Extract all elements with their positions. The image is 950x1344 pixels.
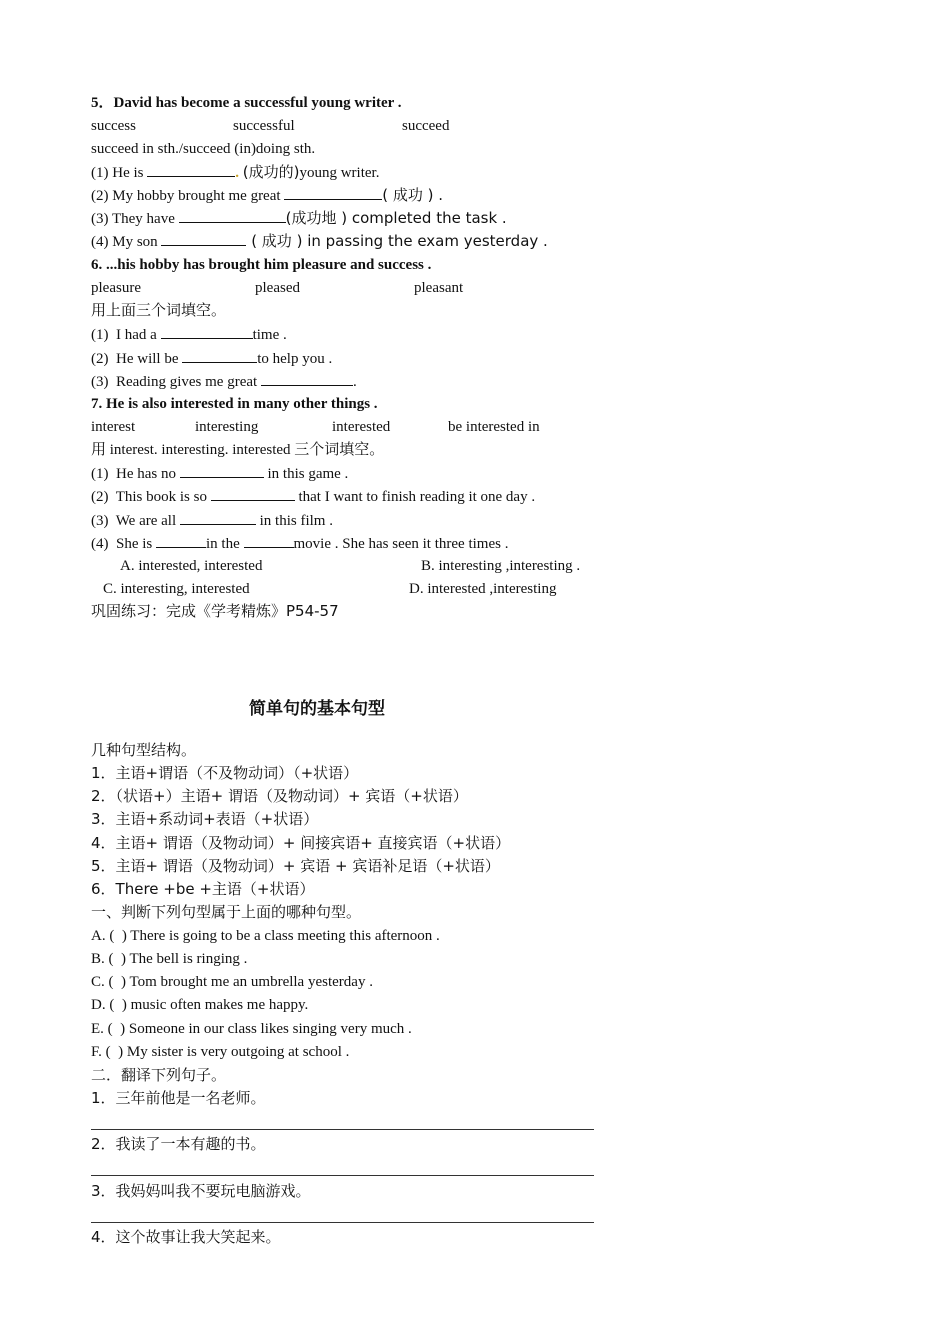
answer-blank[interactable]: [284, 185, 382, 200]
pattern-intro: 几种句型结构。: [91, 741, 197, 759]
answer-blank[interactable]: [180, 510, 256, 525]
s5-question-4: (4) My son ( 成功 ) in passing the exam yesterday .: [91, 232, 548, 250]
answer-blank[interactable]: [180, 463, 264, 478]
answer-blank[interactable]: [261, 371, 353, 386]
pattern-1: 1．主语+谓语（不及物动词）（+状语）: [91, 764, 359, 782]
section-title: 简单句的基本句型: [249, 699, 385, 719]
s6-question-2: (2) He will be to help you .: [91, 348, 332, 369]
answer-blank[interactable]: [156, 533, 206, 548]
s7-question-2: (2) This book is so that I want to finish reading it one day .: [91, 486, 535, 507]
judge-item-f: F. ( ) My sister is very outgoing at school .: [91, 1044, 350, 1060]
s5-usage: succeed in sth./succeed (in)doing sth.: [91, 141, 316, 157]
s7-word-be-interested-in: be interested in: [448, 419, 540, 435]
s7-heading: 7. He is also interested in many other things .: [91, 396, 378, 412]
highlight-dot: .: [235, 165, 239, 181]
s7-word-interested: interested: [332, 419, 391, 435]
answer-blank[interactable]: [147, 162, 235, 177]
answer-blank[interactable]: [244, 533, 294, 548]
translate-item-3: 3．我妈妈叫我不要玩电脑游戏。: [91, 1182, 311, 1200]
pattern-6: 6．There +be +主语（+状语）: [91, 880, 315, 898]
answer-blank[interactable]: [161, 324, 253, 339]
s6-word-pleasure: pleasure: [91, 280, 141, 296]
judge-item-c: C. ( ) Tom brought me an umbrella yesterday .: [91, 974, 373, 990]
s5-question-2: (2) My hobby brought me great ( 成功 ) .: [91, 186, 444, 204]
practice-note: 巩固练习：完成《学考精炼》P54-57: [91, 602, 339, 620]
pattern-3: 3．主语+系动词+表语（+状语）: [91, 810, 319, 828]
s7-word-interest: interest: [91, 419, 136, 435]
s7-question-4: (4) She is in the movie . She has seen it three times .: [91, 533, 508, 554]
s7-question-1: (1) He has no in this game .: [91, 463, 348, 484]
judge-item-e: E. ( ) Someone in our class likes singing very much .: [91, 1021, 412, 1037]
answer-blank[interactable]: [211, 486, 295, 501]
s6-question-3: (3) Reading gives me great .: [91, 371, 357, 392]
answer-blank[interactable]: [161, 231, 246, 246]
translate-item-2: 2．我读了一本有趣的书。: [91, 1135, 266, 1153]
s6-instruction: 用上面三个词填空。: [91, 301, 227, 319]
s7-question-3: (3) We are all in this film .: [91, 510, 333, 531]
s7-word-interesting: interesting: [195, 419, 259, 435]
answer-line-3[interactable]: [91, 1222, 594, 1223]
s5-word-succeed: succeed: [402, 118, 450, 134]
translate-instruction: 二．翻译下列句子。: [91, 1066, 227, 1084]
s5-question-1: (1) He is . (成功的)young writer.: [91, 163, 380, 181]
answer-line-1[interactable]: [91, 1129, 594, 1130]
s7-instruction: 用 interest. interesting. interested 三个词填空。: [91, 442, 385, 458]
s5-heading: 5．David has become a successful young writer .: [91, 95, 402, 111]
s7-option-a: A. interested, interested: [120, 558, 263, 574]
s7-option-d: D. interested ,interesting: [409, 581, 557, 597]
judge-item-d: D. ( ) music often makes me happy.: [91, 997, 309, 1013]
pattern-5: 5．主语+ 谓语（及物动词）+ 宾语 + 宾语补足语（+状语）: [91, 857, 500, 875]
judge-item-b: B. ( ) The bell is ringing .: [91, 951, 248, 967]
s7-option-b: B. interesting ,interesting .: [421, 558, 581, 574]
s6-word-pleased: pleased: [255, 280, 300, 296]
pattern-4: 4．主语+ 谓语（及物动词）+ 间接宾语+ 直接宾语（+状语）: [91, 834, 511, 852]
s7-option-c: C. interesting, interested: [103, 581, 250, 597]
judge-item-a: A. ( ) There is going to be a class meeting this afternoon .: [91, 928, 440, 944]
s6-heading: 6. ...his hobby has brought him pleasure and success .: [91, 257, 432, 273]
s5-word-success: success: [91, 118, 136, 134]
answer-blank[interactable]: [179, 208, 286, 223]
s5-question-3: (3) They have (成功地 ) completed the task .: [91, 209, 507, 227]
judge-instruction: 一、判断下列句型属于上面的哪种句型。: [91, 903, 362, 921]
answer-line-2[interactable]: [91, 1175, 594, 1176]
translate-item-1: 1．三年前他是一名老师。: [91, 1089, 266, 1107]
s5-word-successful: successful: [233, 118, 295, 134]
s6-word-pleasant: pleasant: [414, 280, 464, 296]
s6-question-1: (1) I had a time .: [91, 324, 287, 345]
pattern-2: 2．（状语+）主语+ 谓语（及物动词）+ 宾语（+状语）: [91, 787, 468, 805]
translate-item-4: 4．这个故事让我大笑起来。: [91, 1228, 281, 1246]
answer-blank[interactable]: [182, 348, 257, 363]
